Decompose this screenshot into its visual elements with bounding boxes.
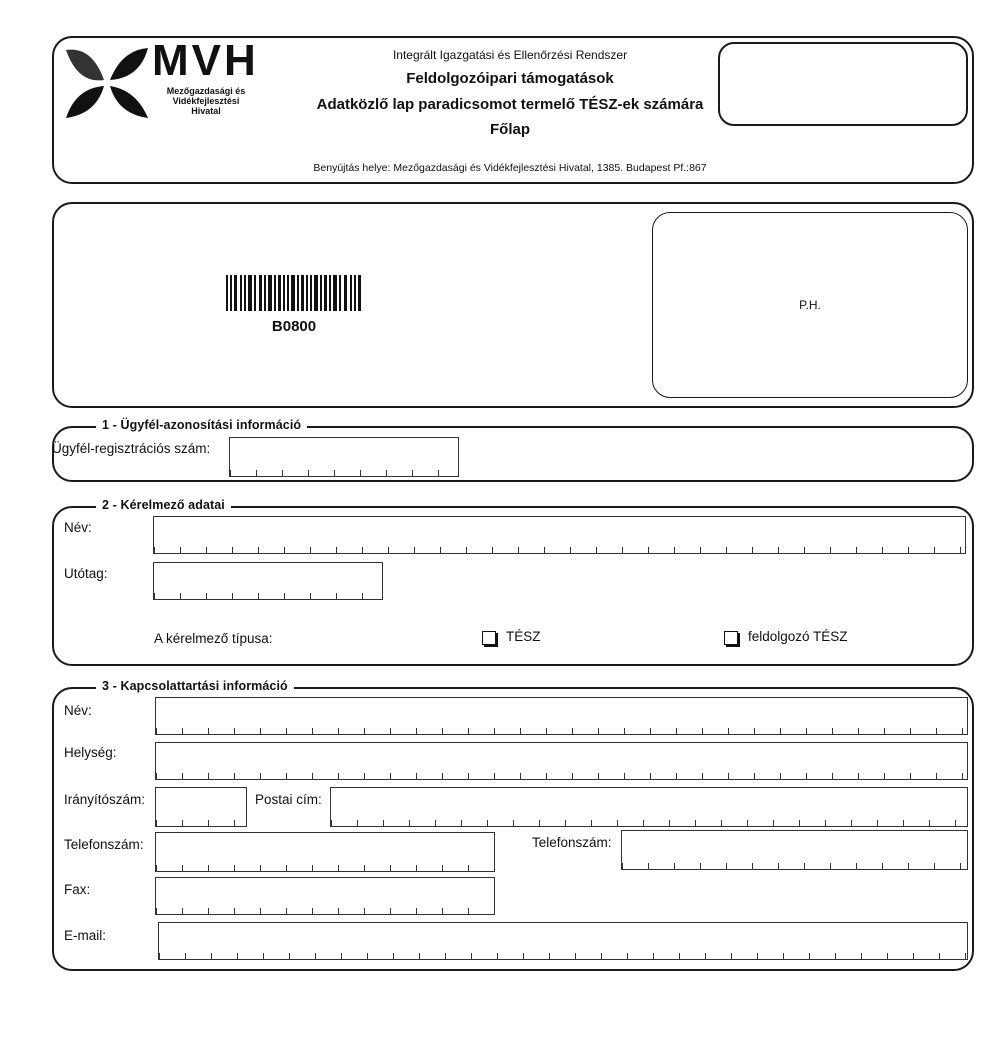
submission-address: Benyújtás helye: Mezőgazdasági és Vidékfejlesztési Hivatal, 1385. Budapest Pf.:867	[313, 162, 707, 174]
logo-subtitle-line: Hivatal	[191, 106, 221, 116]
fax-input[interactable]	[155, 877, 495, 915]
suffix-label: Utótag:	[64, 566, 108, 581]
barcode-icon	[226, 275, 362, 311]
reg-number-label: Ügyfél-regisztrációs szám:	[52, 441, 211, 456]
applicant-type-label: A kérelmező típusa:	[154, 631, 273, 646]
section-2-title: 2 - Kérelmező adatai	[96, 498, 231, 512]
city-input[interactable]	[155, 742, 968, 780]
fax-label: Fax:	[64, 882, 91, 897]
applicant-name-input[interactable]	[153, 516, 966, 554]
applicant-name-label: Név:	[64, 520, 92, 535]
email-input[interactable]	[158, 922, 968, 960]
phone-1-input[interactable]	[155, 832, 495, 872]
section-1-title: 1 - Ügyfél-azonosítási információ	[96, 418, 307, 432]
feldolgozo-tesz-checkbox[interactable]	[724, 631, 738, 645]
form-title-2: Adatközlő lap paradicsomot termelő TÉSZ-ek számára	[316, 96, 704, 113]
header-stamp-field[interactable]	[718, 42, 968, 126]
form-title-3: Főlap	[490, 121, 530, 138]
logo-subtitle-line: Mezőgazdasági és	[166, 86, 246, 96]
contact-name-label: Név:	[64, 703, 92, 718]
city-label: Helység:	[64, 745, 117, 760]
tesz-option-label: TÉSZ	[506, 629, 541, 644]
suffix-input[interactable]	[153, 562, 383, 600]
barcode-code: B0800	[271, 318, 317, 335]
phone-1-label: Telefonszám:	[64, 837, 144, 852]
postal-address-label: Postai cím:	[255, 792, 322, 807]
feldolgozo-tesz-option-label: feldolgozó TÉSZ	[748, 629, 848, 644]
phone-2-label: Telefonszám:	[532, 835, 612, 850]
system-name: Integrált Igazgatási és Ellenőrzési Rendszer	[392, 48, 628, 62]
phone-2-input[interactable]	[621, 830, 968, 870]
logo-subtitle	[150, 86, 262, 116]
zip-label: Irányítószám:	[64, 792, 146, 807]
section-3-title: 3 - Kapcsolattartási információ	[96, 679, 294, 693]
tesz-checkbox[interactable]	[482, 631, 496, 645]
zip-input[interactable]	[155, 787, 247, 827]
form-title-1: Feldolgozóipari támogatások	[406, 70, 614, 87]
postal-address-input[interactable]	[330, 787, 968, 827]
email-label: E-mail:	[64, 928, 107, 943]
ph-label: P.H.	[799, 298, 821, 312]
contact-name-input[interactable]	[155, 697, 968, 735]
logo-subtitle-line: Vidékfejlesztési	[172, 96, 240, 106]
reg-number-input[interactable]	[229, 437, 459, 477]
mvh-leaf-logo-icon	[62, 44, 152, 122]
logo-text: MVH	[152, 36, 259, 85]
